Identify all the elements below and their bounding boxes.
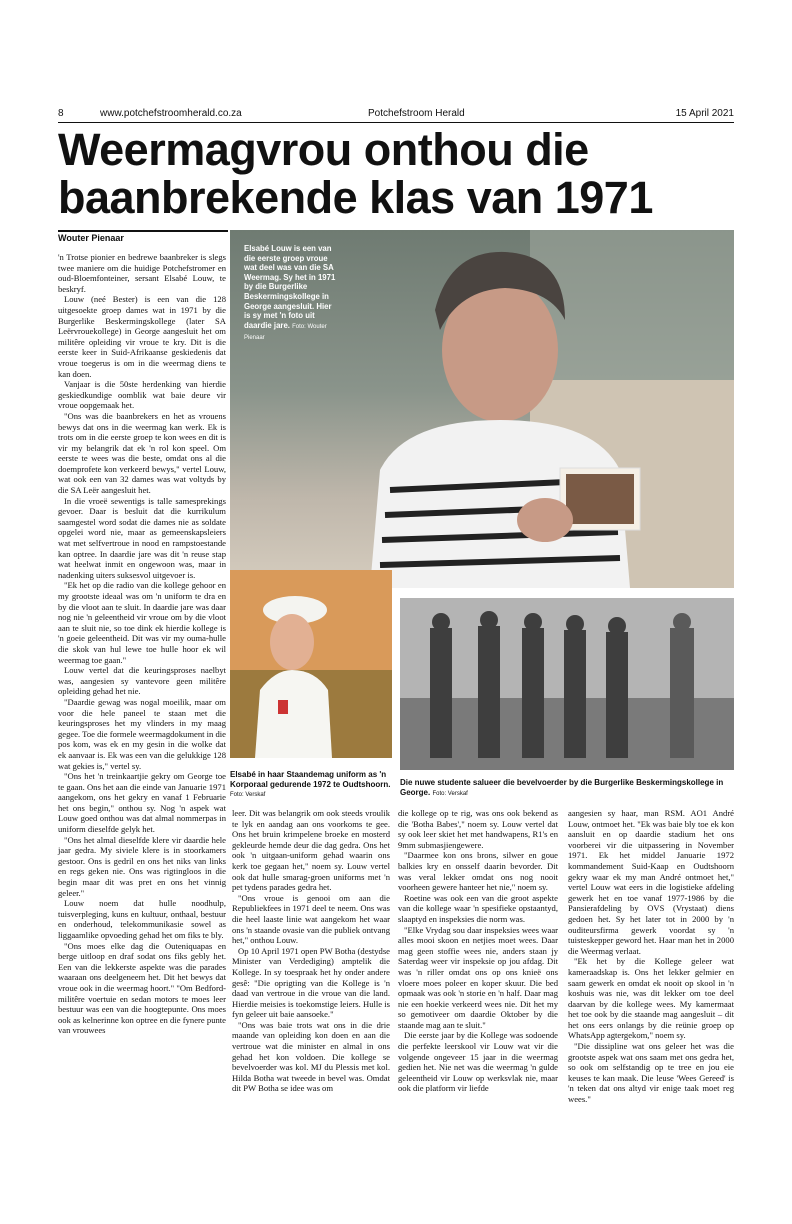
uniform-photo-credit: Foto: Verskaf bbox=[230, 792, 266, 799]
paragraph: "Elke Vrydag sou daar inspeksies wees waar alles mooi skoon en netjies moet wees. Daar mag geen stoffie wees nie, anders staan jy Saterdag weer vir inspeksie op jou afdag. Dit was 'n riller omdat ons op ons knieë ons vloere moes poleer en koper skuur. Die bed opmaak was ook 'n storie en 'n half. Daar mag nie een hoekie verkeerd wees nie. Dit het my so gemotiveer om daardie Oktober by die staande mag aan te sluit." bbox=[398, 924, 558, 1030]
paragraph: "Die dissipline wat ons geleer het was die grootste aspek wat ons saam met ons gedra het, so ook om selfstandig op te tree en jou eie keuses te kan maak. Die leuse 'Wees Gereed' is 'n teken dat ons altyd vir enige taak moet reg wees." bbox=[568, 1041, 734, 1105]
paragraph: "Ons was die baanbrekers en het as vrouens bewys dat ons in die weermag kan werk. Ek is trots om in die eerste groep te kon wees en dit is vir my belangrik dat ek 'n rol kon speel. Om eerste te wees was die beste, omdat ons al die doemprofete kon verkeerd bewys," vertel Louw, wat ook een van 32 dames was wat voltyds by die SA Leër aangesluit het. bbox=[58, 410, 226, 496]
paragraph: aangesien sy haar, man RSM. AO1 André Louw, ontmoet het. "Ek was baie bly toe ek kon aansluit en op daardie stadium het ons voorberei vir die uitpassering in November 1971. Ek het middel Januarie 1972 kommandement Suid-Kaap en Oudtshoorn gekry waar ek my man André ontmoet het," vertel Louw wat eers in die logistieke afdeling gewerk het en toe vanaf 1977-1986 by die Pansierafdeling by OVS (Vrystaat) diens gedoen het. Sy het later tot in 2000 by 'n ouditeursfirma gewerk voordat sy 'n tuisteskepper geword het. Haar man het in 2000 die Weermag verlaat. bbox=[568, 808, 734, 956]
publication-name: Potchefstroom Herald bbox=[368, 108, 465, 119]
paragraph: "Daardie gewag was nogal moeilik, maar om voor die hele paneel te staan met die keuringsproses het my vlinders in my maag gegee. Toe die formele weermagdokument in die pos kom, was ek en my gesin in die wolke dat ek aanvaar is. Ek was een van die gelukkige 128 wat gekies is," vertel sy. bbox=[58, 696, 226, 771]
paragraph: "Ek het by die Kollege geleer wat kameraadskap is. Ons het lekker gelmier en saam gewerk en omdat ek nooit op skool in 'n koshuis was nie, was dit lekker om toe deel daarvan by die kollege wees. My kamermaat het toe ook by die staande mag aangesluit – dit het ons eers onlangs by die reünie groep op WhatsApp agtergekom," noem sy. bbox=[568, 956, 734, 1041]
paragraph: die kollege op te rig, was ons ook bekend as die 'Botha Babes'," noem sy. Louw vertel dat sy ook leer skiet het met handwapens, R1's en 9mm submasjiengewere. bbox=[398, 808, 558, 850]
header-rule bbox=[58, 122, 734, 123]
paragraph: Die eerste jaar by die Kollege was sodoende die perfekte leerskool vir Louw wat vir die volgende ongeveer 15 jaar in die weermag gedien het. Nie net was die weermag 'n gulde geleentheid vir Louw op werksvlak nie, maar ook die platform vir liefde bbox=[398, 1030, 558, 1094]
paragraph: 'n Trotse pionier en bedrewe baanbreker is slegs twee maniere om die huidige Potchefstromer en oud-Bloemfonteiner, sersant Elsabé Louw, te beskryf. bbox=[58, 252, 226, 294]
uniform-photo bbox=[230, 570, 392, 758]
main-photo-credit: Foto: Wouter Pienaar bbox=[244, 323, 327, 342]
paragraph: "Ons vroue is genooi om aan die Republiekfees in 1971 deel te neem. Ons was die heel laaste linie wat aangekom het waar ons 'n staande ovasie van die publiek ontvang het," onthou Louw. bbox=[232, 892, 390, 946]
salute-photo-caption: Die nuwe studente salueer die bevelvoerder by die Burgerlike Beskermingskollege in George. Foto: Verskaf bbox=[400, 778, 724, 797]
paragraph: Louw vertel dat die keuringsproses naelbyt was, aangesien sy vantevore geen militêre opleiding gehad het nie. bbox=[58, 665, 226, 697]
paragraph: "Daarmee kon ons brons, silwer en goue balkies kry en onsself daarin bevorder. Dit was veral lekker omdat ons nog nooit voorheen gewere hanteer het nie," noem sy. bbox=[398, 850, 558, 893]
page-header bbox=[58, 108, 734, 122]
salute-photo bbox=[400, 598, 734, 770]
article-column-1 bbox=[58, 252, 226, 1036]
paragraph: "Ons was baie trots wat ons in die drie maande van opleiding kon doen en aan die vertroue wat die minister en almal in ons gehad het kon voldoen. Die kollege se bevelvoerder was kol. MJ du Plessis met kol. Hilda Botha wat tweede in bevel was. Omdat dit PW Botha se idee was om bbox=[232, 1019, 390, 1094]
paragraph: Vanjaar is die 50ste herdenking van hierdie geskiedkundige oomblik wat baie deure vir vroue oopgemaak het. bbox=[58, 379, 226, 411]
uniform-photo-caption: Elsabé in haar Staandemag uniform as 'n Korporaal gedurende 1972 te Oudtshoorn. Foto: Verskaf bbox=[230, 770, 391, 799]
paragraph: "Ons moes elke dag die Outeniquapas en berge uitloop en draf sodat ons fiks gebly het. Een van die lekkerste aspekte was die parades waaraan ons deelgeneem het. Dit het bewys dat vroue ook in die weermag hoort." "Om Bedford-militêre voertuie en sedan motors te moes leer bestuur was een van die hoogtepunte. Ons moes ook as kelnerinne kon optree en die fynere punte van vrouwees bbox=[58, 940, 226, 1036]
headline: Weermagvrou onthou die baanbrekende klas van 1971 bbox=[58, 124, 653, 223]
article-column-4 bbox=[568, 808, 734, 1105]
page-number: 8 bbox=[58, 108, 64, 119]
paragraph: Op 10 April 1971 open PW Botha (destydse Minister van Verdediging) amptelik die Kollege. In sy toespraak het hy onder andere gesê: "Die oprigting van die Kollege is 'n daad van vertroue in die vroue van die land. Hierdie meisies is toekomstige leiers. Hulle is fyn geleer uit baie aansoeke." bbox=[232, 945, 390, 1020]
paragraph: "Ons het 'n treinkaartjie gekry om George toe te gaan. Ons het aan die einde van Januarie 1971 aangekom, ons het gekry en vanaf 1 Februarie het ons begin," onthou sy. Nog 'n aspek wat Louw goed onthou was dat almal nommerpas in uniform dieselfde gelyk het. bbox=[58, 771, 226, 835]
paragraph: Roetine was ook een van die groot aspekte van die kollege waar 'n spesifieke opstaantyd, slaaptyd en inspeksies die norm was. bbox=[398, 892, 558, 924]
paragraph: In die vroeë sewentigs is talle samesprekings gevoer. Daar is besluit dat die kurrikulum saamgestel word sodat die dames nie as soldate opgelei word nie, maar as gemeenskapsleiers wat met selfvertroue in nood en rampstoestande kan optree. In daardie jare was dit 'n reuse stap wat heelwat inmit en ongewoon was, maar in nadenking uiters suksesvol uitgevoer is. bbox=[58, 495, 226, 580]
paragraph: leer. Dit was belangrik om ook steeds vroulik te lyk en aandag aan ons voorkoms te gee. Ons het bruin krimpelene broeke en mosterd gekleurde hemde deur die dag gedra. Ons het ook 'n uitgaan-uniform gehad waarin ons kerk toe gegaan het," noem sy. Louw vertel ook dat hulle smarag-groen uniforms met 'n pet tydens parades gedra het. bbox=[232, 808, 390, 893]
salute-illustration bbox=[400, 598, 734, 770]
paragraph: "Ek het op die radio van die kollege gehoor en my grootste ideaal was om 'n uniform te dra en by die vloot aan te sluit. In daardie jare was daar nog nie 'n geleentheid vir vroue om by die vloot aan te sluit nie, so toe dink ek hierdie kollege is 'n goeie geleentheid. Dit was vir my ouma-hulle die skok van hul lewe toe hulle hoor ek wil weermag toe gaan." bbox=[58, 580, 226, 665]
paragraph: Louw (neé Bester) is een van die 128 uitgesoekte groep dames wat in 1971 by die Burgerlike Beskermingskollege (later SA Leërvrouekollege) in George aangesluit het om militêre opleiding vir vroue te kry. Dit is die eerste keer in Suid-Afrikaanse geskiedenis dat vroue toegerus is om in die weermag diens te kan doen. bbox=[58, 294, 226, 379]
website-url[interactable]: www.potchefstroomherald.co.za bbox=[100, 108, 242, 119]
paragraph: "Ons het almal dieselfde klere vir daardie hele jaar gedra. My siviele klere is in stoorkamers gestoor. Ons is gedril en ons het niks van links en regs geken nie. Ons was rigtingloos in die begin maar dit was pret en ons het vinnig geleer." bbox=[58, 834, 226, 898]
byline: Wouter Pienaar bbox=[58, 230, 228, 243]
article-column-3 bbox=[398, 808, 558, 1094]
salute-photo-credit: Foto: Verskaf bbox=[432, 790, 468, 797]
uniform-illustration bbox=[230, 570, 392, 758]
paragraph: Louw noem dat hulle noodhulp, tuisverpleging, kuns en kultuur, onthaal, bestuur en onderhoud, telekommunikasie sowel as liggaamlike opvoeding gehad het om fiks te bly. bbox=[58, 898, 226, 940]
main-photo-caption: Elsabé Louw is een van die eerste groep vroue wat deel was van die SA Weermag. Sy het in 1971 by die Burgerlike Beskermingskollege in George aangesluit. Hier is sy met 'n foto uit daardie jare. Foto: Wouter Pienaar bbox=[244, 244, 336, 342]
article-column-2 bbox=[232, 808, 390, 1094]
issue-date: 15 April 2021 bbox=[675, 108, 734, 119]
